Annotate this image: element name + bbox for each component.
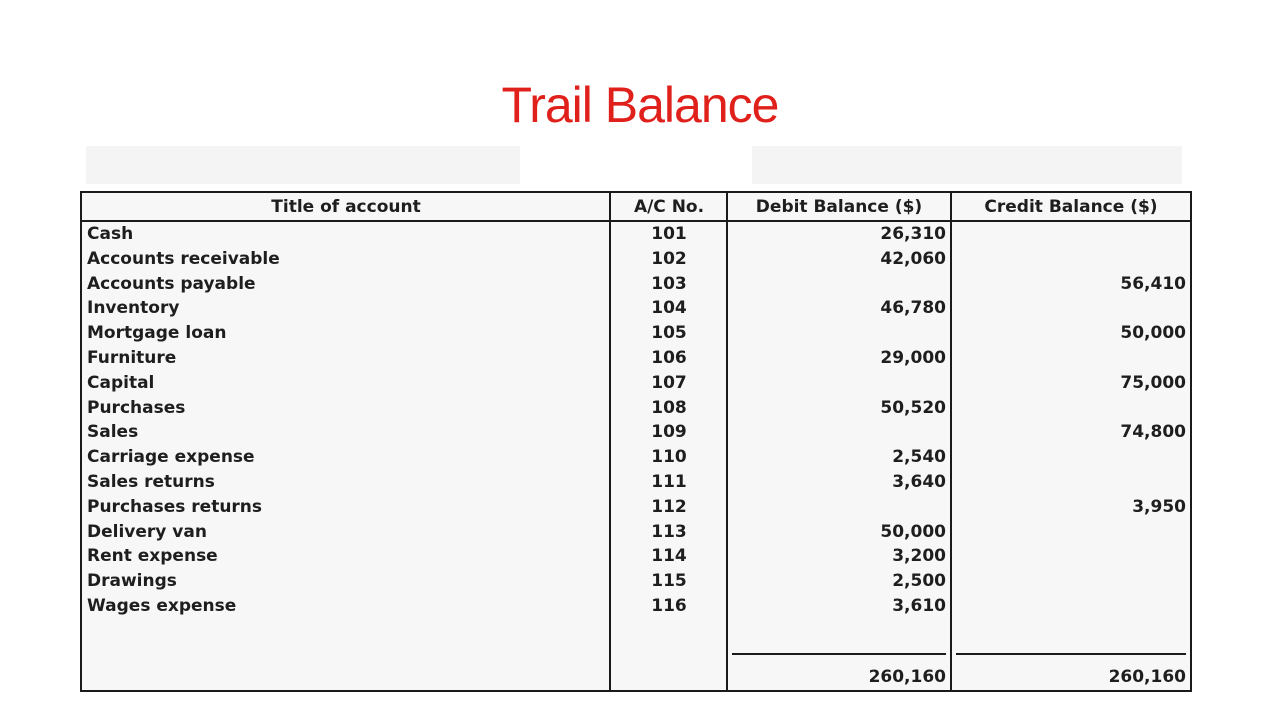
- account-title-cell: Furniture: [87, 347, 177, 368]
- account-number-cell: 109: [651, 422, 687, 443]
- account-number-cell: 111: [651, 471, 687, 492]
- account-title-cell: Carriage expense: [87, 447, 255, 468]
- account-number-cell: 105: [651, 323, 687, 344]
- account-number-cell: 101: [651, 224, 687, 244]
- debit-balance-cell: 3,640: [892, 471, 946, 492]
- account-title-cell: Wages expense: [87, 595, 237, 616]
- account-title-cell: Purchases: [87, 397, 186, 418]
- account-number-cell: 106: [651, 347, 687, 368]
- table-row: [82, 569, 1190, 594]
- debit-balance-cell: 50,520: [880, 397, 946, 418]
- table-row: [82, 445, 1190, 470]
- credit-total-rule: [956, 653, 1186, 655]
- table-body: [82, 222, 1190, 619]
- debit-balance-cell: 2,540: [892, 447, 946, 468]
- credit-balance-cell: 50,000: [1120, 323, 1186, 344]
- account-title-cell: Sales: [87, 422, 139, 443]
- account-title-cell: Cash: [87, 224, 134, 244]
- account-number-cell: 116: [651, 595, 687, 616]
- credit-balance-cell: 3,950: [1132, 496, 1186, 517]
- table-row: [82, 247, 1190, 272]
- trial-balance-table: [80, 191, 1192, 692]
- account-title-cell: Drawings: [87, 571, 177, 592]
- account-number-cell: 112: [651, 496, 687, 517]
- header-shade-left: [86, 146, 520, 184]
- table-row: [82, 420, 1190, 445]
- account-title-cell: Sales returns: [87, 471, 215, 492]
- debit-balance-cell: 50,000: [880, 521, 946, 542]
- header-credit-balance: Credit Balance ($): [984, 197, 1158, 217]
- account-number-cell: 110: [651, 447, 687, 468]
- account-number-cell: 107: [651, 372, 687, 393]
- account-number-cell: 113: [651, 521, 687, 542]
- table-row: [82, 296, 1190, 321]
- account-title-cell: Rent expense: [87, 546, 218, 567]
- debit-balance-cell: 2,500: [892, 571, 946, 592]
- account-title-cell: Delivery van: [87, 521, 207, 542]
- table-row: [82, 321, 1190, 346]
- table-row: [82, 272, 1190, 297]
- table-row: [82, 594, 1190, 619]
- account-number-cell: 104: [651, 298, 687, 319]
- table-row: [82, 544, 1190, 569]
- account-title-cell: Accounts payable: [87, 273, 256, 294]
- account-title-cell: Accounts receivable: [87, 248, 280, 269]
- table-row: [82, 495, 1190, 520]
- table-row: [82, 346, 1190, 371]
- debit-total-rule: [732, 653, 946, 655]
- debit-total: 260,160: [868, 667, 946, 687]
- account-number-cell: 114: [651, 546, 687, 567]
- account-title-cell: Capital: [87, 372, 155, 393]
- table-row: [82, 396, 1190, 421]
- account-title-cell: Inventory: [87, 298, 180, 319]
- account-title-cell: Mortgage loan: [87, 323, 227, 344]
- credit-total: 260,160: [1108, 667, 1186, 687]
- header-debit-balance: Debit Balance ($): [755, 197, 923, 217]
- table-header-row: [82, 193, 1190, 222]
- header-shade-right: [752, 146, 1182, 184]
- credit-balance-cell: 56,410: [1120, 273, 1186, 294]
- table-row: [82, 470, 1190, 495]
- debit-balance-cell: 26,310: [880, 224, 946, 244]
- debit-balance-cell: 42,060: [880, 248, 946, 269]
- table-row: [82, 520, 1190, 545]
- account-number-cell: 102: [651, 248, 687, 269]
- account-number-cell: 108: [651, 397, 687, 418]
- table-row: [82, 371, 1190, 396]
- credit-balance-cell: 75,000: [1120, 372, 1186, 393]
- header-title-of-account: Title of account: [271, 197, 421, 217]
- slide-title: Trail Balance: [501, 77, 779, 133]
- account-number-cell: 115: [651, 571, 687, 592]
- header-ac-no: A/C No.: [633, 197, 705, 217]
- account-number-cell: 103: [651, 273, 687, 294]
- table-row: [82, 222, 1190, 247]
- account-title-cell: Purchases returns: [87, 496, 263, 517]
- debit-balance-cell: 3,200: [892, 546, 946, 567]
- debit-balance-cell: 29,000: [880, 347, 946, 368]
- debit-balance-cell: 3,610: [892, 595, 946, 616]
- debit-balance-cell: 46,780: [880, 298, 946, 319]
- credit-balance-cell: 74,800: [1120, 422, 1186, 443]
